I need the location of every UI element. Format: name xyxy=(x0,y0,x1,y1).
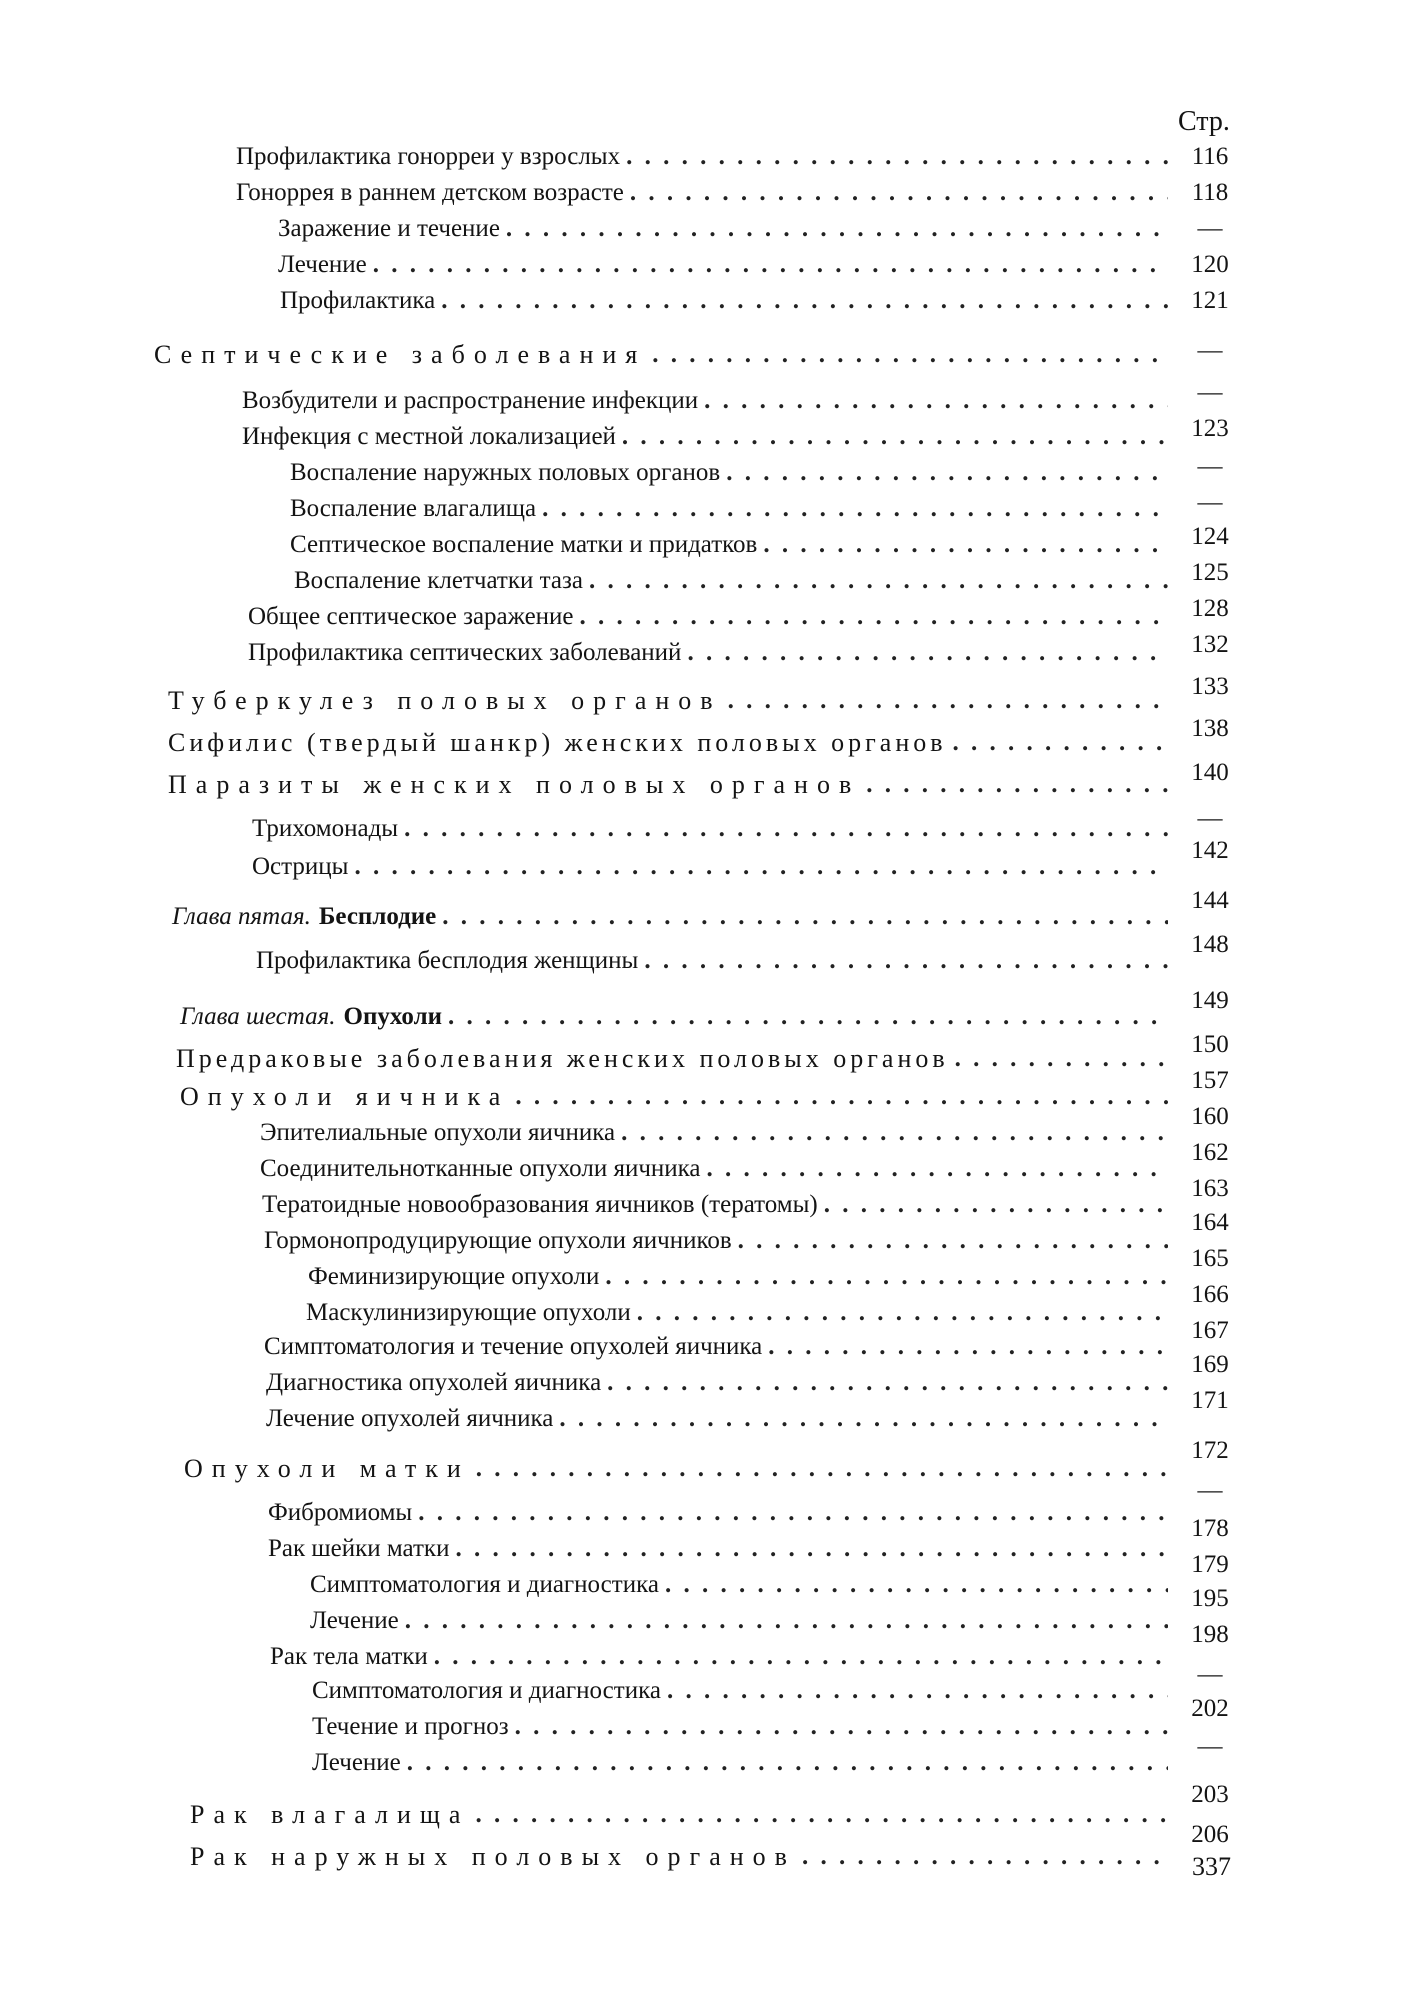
toc-entry-page: 148 xyxy=(1191,931,1229,958)
toc-entry-title: Воспаление клетчатки таза xyxy=(294,567,583,594)
toc-entry-page: — xyxy=(1197,337,1223,364)
toc-page-slot xyxy=(1180,1344,1240,1380)
toc-page-slot xyxy=(1180,1774,1240,1810)
toc-page-slot xyxy=(1180,1380,1240,1416)
toc-entry xyxy=(294,560,1172,596)
toc-entry-page: — xyxy=(1197,1733,1223,1760)
toc-entry xyxy=(242,380,1172,416)
toc-page-slot xyxy=(1180,1508,1240,1544)
toc-entry-title: Симптоматология и диагностика xyxy=(312,1677,661,1704)
toc-entry-title: Гормонопродуцирующие опухоли яичников xyxy=(264,1227,732,1254)
toc-entry-title: Септическое воспаление матки и придатков xyxy=(290,531,758,558)
toc-page-slot xyxy=(1180,1430,1240,1466)
leader-dots xyxy=(354,852,1168,882)
toc-entry xyxy=(256,940,1172,976)
toc-entry-page: 125 xyxy=(1191,559,1229,586)
toc-entry xyxy=(278,244,1172,280)
toc-section xyxy=(168,680,1172,716)
toc-entry xyxy=(264,1326,1172,1362)
toc-entry-page: 165 xyxy=(1191,1245,1229,1272)
toc-chapter xyxy=(172,896,1172,932)
toc-page-slot xyxy=(1180,244,1240,280)
toc-entry-page: — xyxy=(1197,1661,1223,1688)
toc-entry xyxy=(268,1528,1172,1564)
leader-dots xyxy=(824,1190,1168,1220)
leader-dots xyxy=(441,286,1168,316)
toc-entry xyxy=(306,1292,1172,1328)
toc-entry-page: 172 xyxy=(1191,1437,1229,1464)
toc-entry-page: 132 xyxy=(1191,631,1229,658)
toc-entry-title: Течение и прогноз xyxy=(312,1713,509,1740)
toc-page-slot xyxy=(1180,1274,1240,1310)
toc-section xyxy=(190,1836,1172,1872)
toc-page-slot xyxy=(1180,1578,1240,1614)
leader-dots xyxy=(704,386,1168,416)
leader-dots xyxy=(768,1332,1168,1362)
toc-entry-page: — xyxy=(1197,379,1223,406)
toc-entry-page: 149 xyxy=(1191,987,1229,1014)
leader-dots xyxy=(652,340,1168,370)
leader-dots xyxy=(626,142,1168,172)
toc-entry xyxy=(312,1706,1172,1742)
toc-section-title: Рак влагалища xyxy=(190,1800,470,1829)
toc-chapter-title xyxy=(180,1002,442,1032)
toc-page-slot xyxy=(1180,1470,1240,1506)
toc-entry-title: Лечение xyxy=(310,1607,399,1634)
toc-section-title: Опухоли яичника xyxy=(180,1082,510,1111)
toc-entry xyxy=(266,1398,1172,1434)
toc-entry xyxy=(236,136,1172,172)
toc-entry-page: 166 xyxy=(1191,1281,1229,1308)
leader-dots xyxy=(515,1712,1168,1742)
toc-page-slot xyxy=(1180,1060,1240,1096)
leader-dots xyxy=(955,1044,1168,1074)
toc-page-slot xyxy=(1180,482,1240,518)
toc-page-slot xyxy=(1180,330,1240,366)
chapter-name: Бесплодие xyxy=(318,903,437,930)
toc-page-slot xyxy=(1180,1202,1240,1238)
toc-entry-page: — xyxy=(1197,453,1223,480)
toc-page-slot xyxy=(1180,1132,1240,1168)
toc-section xyxy=(168,722,1172,758)
toc-entry-title: Маскулинизирующие опухоли xyxy=(306,1299,631,1326)
toc-entry-title: Тератоидные новообразования яичников (тератомы) xyxy=(262,1191,818,1218)
leader-dots xyxy=(559,1404,1168,1434)
leader-dots xyxy=(448,1002,1168,1032)
toc-entry-page: 169 xyxy=(1191,1351,1229,1378)
leader-dots xyxy=(475,1800,1168,1830)
leader-dots xyxy=(442,902,1168,932)
toc-entry-page: 162 xyxy=(1191,1139,1229,1166)
leader-dots xyxy=(707,1154,1168,1184)
toc-entry xyxy=(310,1600,1172,1636)
toc-entry xyxy=(248,596,1172,632)
leader-dots xyxy=(621,1118,1168,1148)
toc-entry-page: 179 xyxy=(1191,1551,1229,1578)
chapter-number: Глава шестая. xyxy=(180,1003,336,1030)
toc-entry-page: 138 xyxy=(1191,715,1229,742)
toc-entry-page: 160 xyxy=(1191,1103,1229,1130)
toc-page-slot xyxy=(1180,1544,1240,1580)
page-number: 337 xyxy=(1192,1852,1231,1881)
toc-page-slot xyxy=(1180,516,1240,552)
toc-entry-page: — xyxy=(1197,805,1223,832)
toc-entry-page: 202 xyxy=(1191,1695,1229,1722)
toc-page-slot xyxy=(1180,408,1240,444)
toc-page-slot xyxy=(1180,980,1240,1016)
toc-entry-title: Фибромиомы xyxy=(268,1499,413,1526)
leader-dots xyxy=(434,1642,1168,1672)
toc-entry-title: Рак тела матки xyxy=(270,1643,428,1670)
leader-dots xyxy=(630,178,1168,208)
toc-entry-page: — xyxy=(1197,489,1223,516)
toc-page-slot xyxy=(1180,372,1240,408)
toc-entry xyxy=(290,488,1172,524)
toc-entry-title: Феминизирующие опухоли xyxy=(308,1263,600,1290)
toc-page-slot xyxy=(1180,708,1240,744)
leader-dots xyxy=(953,728,1168,758)
leader-dots xyxy=(407,1748,1168,1778)
toc-entry-title: Гоноррея в раннем детском возрасте xyxy=(236,179,624,206)
toc-entry-title: Лечение опухолей яичника xyxy=(266,1405,554,1432)
toc-entry-page: 116 xyxy=(1191,143,1229,170)
leader-dots xyxy=(455,1534,1168,1564)
toc-section xyxy=(154,334,1172,370)
toc-page-slot xyxy=(1180,624,1240,660)
toc-entry xyxy=(270,1636,1172,1672)
toc-entry-title: Профилактика гонорреи у взрослых xyxy=(236,143,621,170)
toc-entry-page: 171 xyxy=(1191,1387,1229,1414)
toc-entry-title: Общее септическое заражение xyxy=(248,603,574,630)
toc-entry-title: Возбудители и распространение инфекции xyxy=(242,387,699,414)
toc-section-title: Паразиты женских половых органов xyxy=(168,770,861,799)
leader-dots xyxy=(866,770,1168,800)
toc-page-slot xyxy=(1180,1614,1240,1650)
toc-entry xyxy=(268,1492,1172,1528)
toc-page-slot xyxy=(1180,880,1240,916)
leader-dots xyxy=(373,250,1168,280)
chapter-name: Опухоли xyxy=(343,1003,442,1030)
leader-dots xyxy=(476,1454,1168,1484)
toc-entry-title: Воспаление влагалища xyxy=(290,495,537,522)
toc-entry-page: 128 xyxy=(1191,595,1229,622)
toc-entry-page: 140 xyxy=(1191,759,1229,786)
toc-section-title: Туберкулез половых органов xyxy=(168,686,722,715)
toc-entry xyxy=(290,452,1172,488)
toc-entry-page: 163 xyxy=(1191,1175,1229,1202)
toc-section-title: Сифилис (твердый шанкр) женских половых органов xyxy=(168,728,947,757)
toc-section-title: Опухоли матки xyxy=(184,1454,470,1483)
toc-entry xyxy=(262,1184,1172,1220)
toc-entry xyxy=(260,1112,1172,1148)
toc-entry-title: Профилактика септических заболеваний xyxy=(248,639,682,666)
toc-entry-page: — xyxy=(1197,1477,1223,1504)
toc-entry-page: 157 xyxy=(1191,1067,1229,1094)
toc-section xyxy=(180,1076,1172,1112)
toc-entry-title: Профилактика бесплодия женщины xyxy=(256,947,639,974)
toc-entry-title: Симптоматология и диагностика xyxy=(310,1571,659,1598)
toc-entry xyxy=(312,1742,1172,1778)
toc-entry-title: Диагностика опухолей яичника xyxy=(266,1369,602,1396)
leader-dots xyxy=(738,1226,1168,1256)
toc-section xyxy=(176,1038,1172,1074)
toc-section-title: Рак наружных половых органов xyxy=(190,1842,796,1871)
toc-page-slot xyxy=(1180,1238,1240,1274)
toc-entry-title: Лечение xyxy=(312,1749,401,1776)
leader-dots xyxy=(802,1842,1168,1872)
toc-entry xyxy=(242,416,1172,452)
toc-section xyxy=(168,764,1172,800)
toc-page-slot xyxy=(1180,666,1240,702)
toc-entry-page: — xyxy=(1197,215,1223,242)
leader-dots xyxy=(589,566,1168,596)
toc-entry-page: 144 xyxy=(1191,887,1229,914)
toc-page-slot xyxy=(1180,1726,1240,1762)
toc-page-slot xyxy=(1180,1096,1240,1132)
toc-entry-title: Трихомонады xyxy=(252,815,399,842)
toc-page-slot xyxy=(1180,830,1240,866)
toc-entry-page: 203 xyxy=(1191,1781,1229,1808)
leader-dots xyxy=(665,1570,1168,1600)
page-column-header: Стр. xyxy=(1178,106,1230,137)
leader-dots xyxy=(418,1498,1168,1528)
toc-entry-page: 123 xyxy=(1191,415,1229,442)
toc-entry xyxy=(236,172,1172,208)
toc-page-slot xyxy=(1180,446,1240,482)
toc-entry xyxy=(260,1148,1172,1184)
toc-entry-page: 195 xyxy=(1191,1585,1229,1612)
toc-entry xyxy=(266,1362,1172,1398)
toc-entry-page: 124 xyxy=(1191,523,1229,550)
toc-page-slot xyxy=(1180,588,1240,624)
toc-entry-page: 206 xyxy=(1191,1821,1229,1848)
toc-entry xyxy=(264,1220,1172,1256)
toc-entry-title: Заражение и течение xyxy=(278,215,500,242)
toc-entry-title: Симптоматология и течение опухолей яичника xyxy=(264,1333,763,1360)
leader-dots xyxy=(622,422,1168,452)
toc-entry-title: Острицы xyxy=(252,853,349,880)
leader-dots xyxy=(728,686,1168,716)
toc-page-slot xyxy=(1180,280,1240,316)
toc-page-slot xyxy=(1180,798,1240,834)
toc-page-slot xyxy=(1180,208,1240,244)
toc-page-slot xyxy=(1180,136,1240,172)
toc-section xyxy=(190,1794,1172,1830)
toc-entry-page: 118 xyxy=(1191,179,1229,206)
leader-dots xyxy=(605,1262,1168,1292)
leader-dots xyxy=(687,638,1168,668)
toc-chapter-title xyxy=(172,902,436,932)
toc-page-slot xyxy=(1180,1814,1240,1850)
toc-entry xyxy=(280,280,1172,316)
toc-section-title: Предраковые заболевания женских половых органов xyxy=(176,1044,949,1073)
toc-entry-page: 178 xyxy=(1191,1515,1229,1542)
toc-entry-page: 164 xyxy=(1191,1209,1229,1236)
leader-dots xyxy=(726,458,1168,488)
toc-entry xyxy=(252,846,1172,882)
toc-entry xyxy=(248,632,1172,668)
toc-entry-page: 198 xyxy=(1191,1621,1229,1648)
leader-dots xyxy=(515,1082,1168,1112)
leader-dots xyxy=(763,530,1168,560)
toc-entry-page: 142 xyxy=(1191,837,1229,864)
toc-entry-page: 167 xyxy=(1191,1317,1229,1344)
toc-page-slot xyxy=(1180,752,1240,788)
toc-section-title: Септические заболевания xyxy=(154,340,647,369)
toc-entry xyxy=(252,808,1172,844)
leader-dots xyxy=(404,814,1168,844)
toc-entry xyxy=(312,1670,1172,1706)
leader-dots xyxy=(644,946,1168,976)
toc-entry xyxy=(278,208,1172,244)
toc-entry xyxy=(308,1256,1172,1292)
toc-entry-title: Воспаление наружных половых органов xyxy=(290,459,721,486)
toc-chapter xyxy=(180,996,1172,1032)
toc-entry-page: 150 xyxy=(1191,1031,1229,1058)
toc-entry xyxy=(310,1564,1172,1600)
toc-page-slot xyxy=(1180,1310,1240,1346)
toc-page-slot xyxy=(1180,172,1240,208)
toc-page-slot xyxy=(1180,924,1240,960)
toc-page-slot xyxy=(1180,1688,1240,1724)
toc-entry-title: Соединительнотканные опухоли яичника xyxy=(260,1155,701,1182)
leader-dots xyxy=(607,1368,1168,1398)
toc-entry-title: Эпителиальные опухоли яичника xyxy=(260,1119,616,1146)
leader-dots xyxy=(580,602,1168,632)
toc-page-slot xyxy=(1180,1654,1240,1690)
toc-entry-title: Рак шейки матки xyxy=(268,1535,450,1562)
toc-entry xyxy=(290,524,1172,560)
chapter-number: Глава пятая. xyxy=(172,903,311,930)
leader-dots xyxy=(637,1298,1168,1328)
toc-page-slot xyxy=(1180,552,1240,588)
leader-dots xyxy=(405,1606,1168,1636)
toc-entry-page: 121 xyxy=(1191,287,1229,314)
toc-entry-page: 120 xyxy=(1191,251,1229,278)
leader-dots xyxy=(542,494,1168,524)
toc-section xyxy=(184,1448,1172,1484)
toc-entry-page: 133 xyxy=(1191,673,1229,700)
toc-entry-title: Лечение xyxy=(278,251,367,278)
leader-dots xyxy=(667,1676,1168,1706)
toc-page-slot xyxy=(1180,1168,1240,1204)
toc-entry-title: Инфекция с местной локализацией xyxy=(242,423,616,450)
leader-dots xyxy=(506,214,1168,244)
toc-entry-title: Профилактика xyxy=(280,287,436,314)
toc-page-slot xyxy=(1180,1024,1240,1060)
